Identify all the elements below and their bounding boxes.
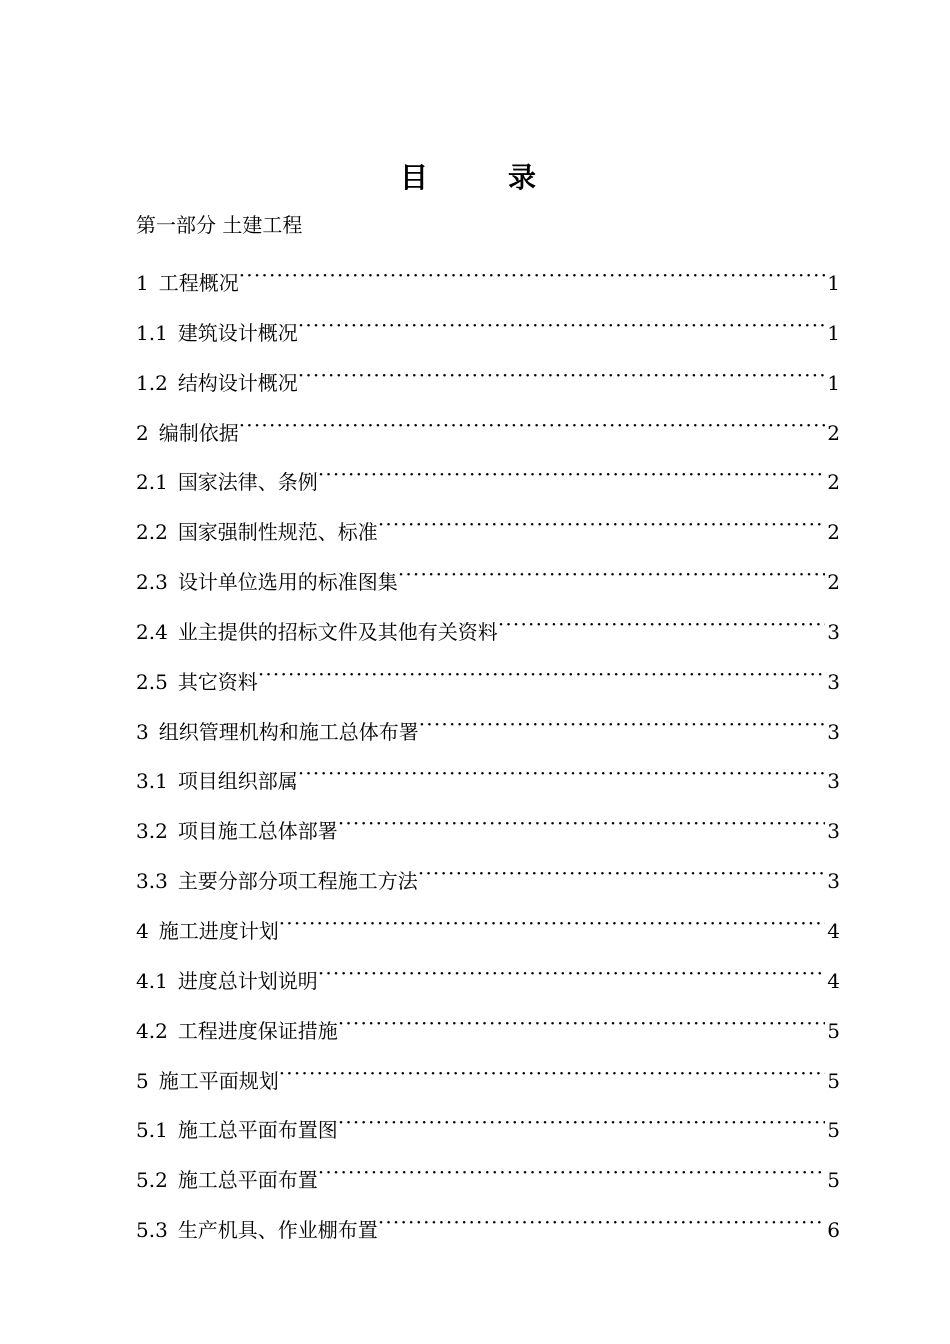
toc-entry-title: 工程概况	[158, 271, 239, 295]
toc-entry-number: 5	[136, 1068, 149, 1093]
toc-entry-title: 施工总平面布置图	[177, 1118, 338, 1143]
toc-entry-number: 3.2	[136, 819, 168, 844]
toc-dot-leader	[419, 709, 826, 739]
toc-entry-page: 3	[827, 819, 840, 844]
toc-dot-leader	[338, 808, 825, 838]
toc-entry[interactable]	[136, 410, 840, 460]
toc-dot-leader	[498, 609, 825, 639]
toc-entry-title: 结构设计概况	[177, 370, 298, 395]
toc-entry-page: 6	[827, 1218, 840, 1243]
toc-dot-leader	[279, 908, 826, 938]
toc-entry-title: 施工平面规划	[158, 1068, 279, 1093]
toc-entry-title: 生产机具、作业棚布置	[177, 1218, 378, 1243]
toc-entry-page: 2	[827, 470, 840, 495]
toc-entry-page: 5	[827, 1068, 840, 1093]
toc-entry-page: 5	[827, 1168, 840, 1193]
toc-entry-title: 施工进度计划	[158, 918, 279, 943]
toc-entry-title: 项目组织部属	[177, 769, 298, 794]
toc-entry[interactable]	[136, 1207, 840, 1257]
toc-entry-number: 2.4	[136, 619, 168, 644]
toc-entry-number: 3.3	[136, 869, 168, 894]
part-heading: 第一部分 土建工程	[136, 213, 303, 237]
toc-entry-number: 2.5	[136, 669, 168, 694]
toc-entry-title: 进度总计划说明	[177, 968, 318, 993]
toc-entry-page: 1	[827, 271, 840, 295]
toc-entry-page: 1	[827, 370, 840, 395]
toc-list	[136, 260, 840, 1257]
toc-dot-leader	[298, 360, 825, 390]
toc-entry-number: 5.3	[136, 1218, 168, 1243]
toc-dot-leader	[298, 758, 825, 788]
toc-dot-leader	[318, 958, 825, 988]
toc-dot-leader	[398, 559, 825, 589]
toc-entry-title: 组织管理机构和施工总体布署	[158, 719, 419, 744]
toc-entry-title: 业主提供的招标文件及其他有关资料	[177, 619, 498, 644]
toc-entry[interactable]	[136, 858, 840, 908]
toc-dot-leader	[318, 1157, 825, 1187]
toc-entry[interactable]	[136, 260, 840, 310]
toc-entry-title: 国家法律、条例	[177, 470, 318, 495]
toc-entry[interactable]	[136, 509, 840, 559]
toc-entry-number: 1.2	[136, 370, 168, 395]
toc-entry-title: 国家强制性规范、标准	[177, 520, 378, 545]
toc-entry[interactable]	[136, 459, 840, 509]
toc-dot-leader	[378, 509, 825, 539]
toc-entry[interactable]	[136, 609, 840, 659]
toc-entry-title: 编制依据	[158, 420, 239, 445]
toc-entry-number: 1.1	[136, 320, 168, 345]
toc-entry[interactable]	[136, 659, 840, 709]
toc-dot-leader	[378, 1207, 825, 1237]
toc-dot-leader	[298, 310, 825, 340]
toc-entry-title: 施工总平面布置	[177, 1168, 318, 1193]
toc-entry[interactable]	[136, 958, 840, 1008]
toc-entry-title: 其它资料	[177, 669, 258, 694]
toc-entry-number: 2.2	[136, 520, 168, 545]
toc-entry[interactable]	[136, 360, 840, 410]
toc-entry-page: 1	[827, 320, 840, 345]
toc-entry[interactable]	[136, 310, 840, 360]
toc-dot-leader	[239, 410, 826, 440]
toc-entry[interactable]	[136, 709, 840, 759]
toc-entry-number: 5.1	[136, 1118, 168, 1143]
toc-entry-number: 4	[136, 918, 149, 943]
toc-entry[interactable]	[136, 559, 840, 609]
toc-entry-page: 4	[827, 918, 840, 943]
toc-entry-title: 建筑设计概况	[177, 320, 298, 345]
toc-entry-title: 项目施工总体部署	[177, 819, 338, 844]
toc-entry-title: 设计单位选用的标准图集	[177, 570, 398, 595]
toc-entry-number: 4.2	[136, 1018, 168, 1043]
toc-entry[interactable]	[136, 1107, 840, 1157]
toc-dot-leader	[239, 260, 826, 290]
toc-entry-number: 2.1	[136, 470, 168, 495]
toc-dot-leader	[338, 1008, 825, 1038]
toc-dot-leader	[258, 659, 825, 689]
toc-entry-number: 3	[136, 719, 149, 744]
toc-entry-number: 5.2	[136, 1168, 168, 1193]
toc-title: 目 录	[399, 161, 562, 194]
toc-entry[interactable]	[136, 758, 840, 808]
toc-entry[interactable]	[136, 1157, 840, 1207]
toc-entry-page: 3	[827, 669, 840, 694]
toc-entry-page: 5	[827, 1018, 840, 1043]
toc-entry-page: 3	[827, 619, 840, 644]
toc-entry[interactable]	[136, 808, 840, 858]
toc-entry-title: 主要分部分项工程施工方法	[177, 869, 418, 894]
toc-entry-page: 5	[827, 1118, 840, 1143]
toc-entry-number: 1	[136, 271, 149, 295]
toc-entry-page: 2	[827, 520, 840, 545]
toc-dot-leader	[318, 459, 825, 489]
toc-entry-page: 3	[827, 869, 840, 894]
toc-entry-number: 4.1	[136, 968, 168, 993]
toc-entry-page: 3	[827, 769, 840, 794]
toc-entry-number: 3.1	[136, 769, 168, 794]
toc-entry-number: 2	[136, 420, 149, 445]
toc-entry-page: 4	[827, 968, 840, 993]
toc-entry-page: 3	[827, 719, 840, 744]
toc-entry-number: 2.3	[136, 570, 168, 595]
toc-entry[interactable]	[136, 1058, 840, 1108]
toc-dot-leader	[338, 1107, 825, 1137]
toc-entry[interactable]	[136, 1008, 840, 1058]
toc-entry-page: 2	[827, 420, 840, 445]
toc-dot-leader	[279, 1058, 826, 1088]
toc-entry-title: 工程进度保证措施	[177, 1018, 338, 1043]
toc-entry[interactable]	[136, 908, 840, 958]
toc-entry-page: 2	[827, 570, 840, 595]
toc-dot-leader	[418, 858, 825, 888]
